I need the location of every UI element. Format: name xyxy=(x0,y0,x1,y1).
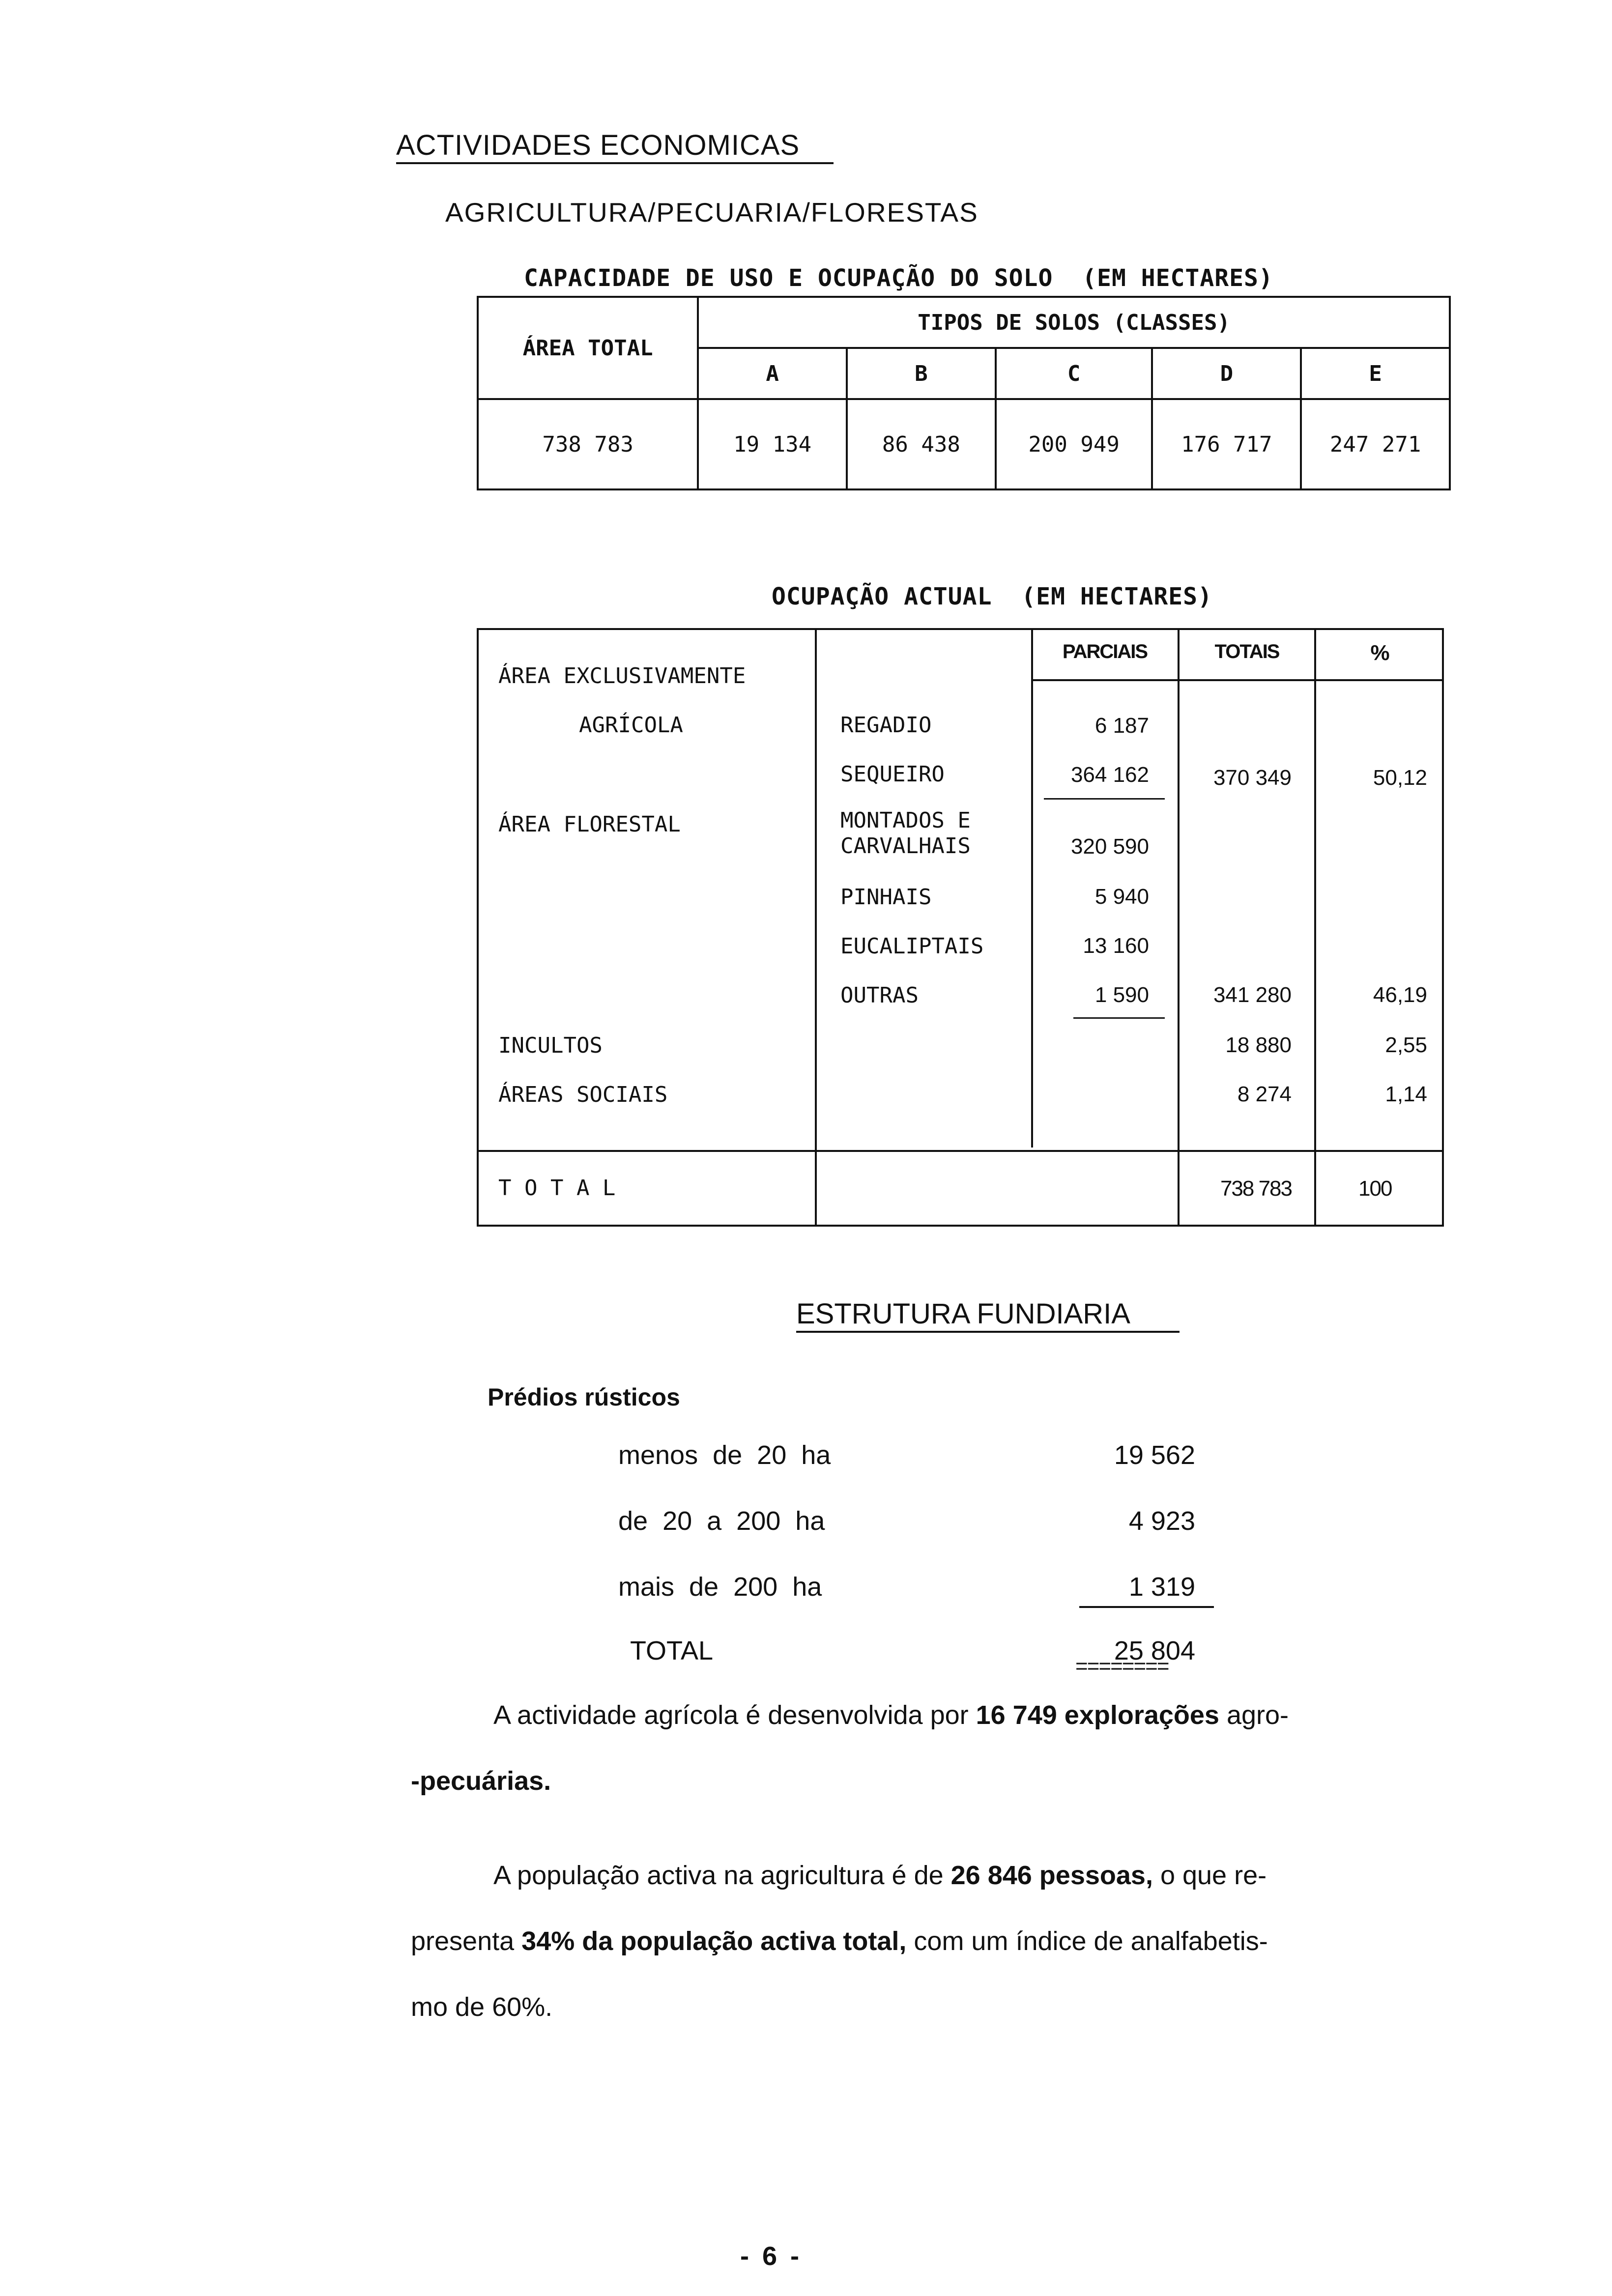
soil-capacity-table xyxy=(477,296,1451,490)
text-run-bold: -pecuárias. xyxy=(411,1766,551,1796)
class-b-value: 86 438 xyxy=(847,399,996,489)
section-heading: ACTIVIDADES ECONOMICAS xyxy=(396,129,800,161)
page-number: - 6 - xyxy=(740,2241,803,2271)
total-florestal: 341 280 xyxy=(1213,983,1292,1007)
text-run-bold: 34% da população activa total, xyxy=(521,1926,907,1956)
class-e-value: 247 271 xyxy=(1301,399,1450,489)
class-c-header: C xyxy=(996,348,1152,399)
estrutura-heading: ESTRUTURA FUNDIARIA xyxy=(796,1298,1130,1330)
parcial-montados: 320 590 xyxy=(1070,834,1149,859)
text-run: com um índice de analfabetis- xyxy=(906,1926,1268,1956)
row-areas-sociais: ÁREAS SOCIAIS xyxy=(498,1082,668,1107)
sub-pinhais: PINHAIS xyxy=(840,885,932,910)
parcial-pinhais: 5 940 xyxy=(1094,885,1149,909)
parcial-sequeiro: 364 162 xyxy=(1070,763,1149,787)
estrutura-heading-underline xyxy=(796,1331,1180,1333)
class-b-header: B xyxy=(847,348,996,399)
pct-total: 100 xyxy=(1358,1177,1392,1201)
predio-row-value: 4 923 xyxy=(1128,1506,1195,1536)
pct-sociais: 1,14 xyxy=(1385,1082,1427,1106)
predio-row-label: menos de 20 ha xyxy=(618,1440,831,1470)
total-rule xyxy=(479,1150,1444,1152)
area-total-header: ÁREA TOTAL xyxy=(478,297,698,399)
parcial-eucaliptais: 13 160 xyxy=(1083,934,1149,958)
paragraph-2-line-1 xyxy=(493,1861,1491,1890)
sub-outras: OUTRAS xyxy=(840,983,919,1008)
divider xyxy=(1178,630,1180,1225)
col-parciais: PARCIAIS xyxy=(1062,641,1148,662)
grand-total: 738 783 xyxy=(1220,1177,1292,1201)
text-run: A população activa na agricultura é de xyxy=(493,1861,951,1890)
predio-row-value: 19 562 xyxy=(1114,1440,1195,1470)
text-run: presenta xyxy=(411,1926,522,1956)
class-a-value: 19 134 xyxy=(698,399,847,489)
total-agricola: 370 349 xyxy=(1213,766,1292,790)
text-run: o que re- xyxy=(1152,1861,1267,1890)
soil-types-header: TIPOS DE SOLOS (CLASSES) xyxy=(698,297,1450,348)
paragraph-2-line-3 xyxy=(411,1992,1482,2022)
row-total: T O T A L xyxy=(498,1176,616,1201)
paragraph-2-line-2 xyxy=(411,1926,1482,1956)
table2-title: OCUPAÇÃO ACTUAL (EM HECTARES) xyxy=(772,583,1212,610)
predio-row-label: de 20 a 200 ha xyxy=(618,1506,825,1536)
section-heading-underline xyxy=(396,162,834,164)
col-totais: TOTAIS xyxy=(1214,641,1279,662)
area-total-value: 738 783 xyxy=(478,399,698,489)
sum-underline xyxy=(1079,1606,1214,1608)
predio-row-value: 1 319 xyxy=(1128,1572,1195,1602)
class-c-value: 200 949 xyxy=(996,399,1152,489)
divider xyxy=(1314,630,1316,1225)
subtotal-underline xyxy=(1044,798,1165,800)
sub-montados-2: CARVALHAIS xyxy=(840,833,971,859)
sub-montados-1: MONTADOS E xyxy=(840,808,971,833)
pct-florestal: 46,19 xyxy=(1373,983,1427,1007)
double-rule: ======== xyxy=(1075,1654,1169,1678)
header-rule xyxy=(1031,679,1444,681)
paragraph-1-line-1 xyxy=(493,1700,1491,1730)
predio-total-value: 25 804 xyxy=(1114,1636,1195,1665)
sub-regadio: REGADIO xyxy=(840,713,932,738)
class-a-header: A xyxy=(698,348,847,399)
row-area-agricola-2: AGRÍCOLA xyxy=(579,713,683,738)
pct-agricola: 50,12 xyxy=(1373,766,1427,790)
parcial-outras: 1 590 xyxy=(1094,983,1149,1007)
table1-title: CAPACIDADE DE USO E OCUPAÇÃO DO SOLO (EM HECTARES) xyxy=(524,264,1273,292)
subsection-heading: AGRICULTURA/PECUARIA/FLORESTAS xyxy=(445,197,979,228)
text-run: agro- xyxy=(1219,1700,1289,1730)
parcial-regadio: 6 187 xyxy=(1094,714,1149,738)
class-e-header: E xyxy=(1301,348,1450,399)
paragraph-1-line-2 xyxy=(411,1766,1482,1796)
sub-sequeiro: SEQUEIRO xyxy=(840,762,945,787)
text-run: mo de 60%. xyxy=(411,1992,553,2022)
predio-total-label: TOTAL xyxy=(630,1636,714,1665)
predio-row-label: mais de 200 ha xyxy=(618,1572,822,1602)
divider xyxy=(815,630,817,1225)
subtotal-underline xyxy=(1073,1017,1165,1019)
col-percent: % xyxy=(1370,641,1390,665)
row-incultos: INCULTOS xyxy=(498,1033,603,1058)
text-run-bold: 26 846 pessoas, xyxy=(950,1861,1153,1890)
sub-eucaliptais: EUCALIPTAIS xyxy=(840,934,984,959)
predios-label: Prédios rústicos xyxy=(488,1383,680,1411)
class-d-value: 176 717 xyxy=(1152,399,1301,489)
total-incultos: 18 880 xyxy=(1225,1033,1292,1057)
total-sociais: 8 274 xyxy=(1237,1082,1292,1106)
row-area-agricola-1: ÁREA EXCLUSIVAMENTE xyxy=(498,663,746,689)
pct-incultos: 2,55 xyxy=(1385,1033,1427,1057)
text-run: A actividade agrícola é desenvolvida por xyxy=(493,1700,976,1730)
row-area-florestal: ÁREA FLORESTAL xyxy=(498,812,681,837)
land-occupation-table xyxy=(477,628,1444,1227)
divider xyxy=(1031,630,1033,1148)
class-d-header: D xyxy=(1152,348,1301,399)
text-run-bold: 16 749 explorações xyxy=(976,1700,1219,1730)
